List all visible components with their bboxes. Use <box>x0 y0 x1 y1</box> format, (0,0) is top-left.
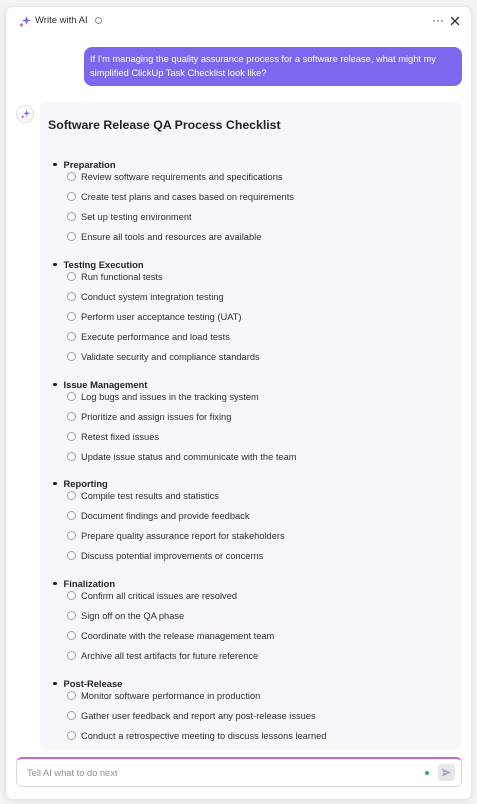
send-icon <box>441 767 452 778</box>
checkbox[interactable] <box>67 651 76 660</box>
checkbox[interactable] <box>67 432 76 441</box>
ai-response: Software Release QA Process Checklist Preparation Review software requirements and specifications Create test plans and cases based on requirements Set up testing environment Ensure all tools and resources are available Testing Execution Run functional tests Conduct system integration testing Perform user acceptance testing (UAT) Execute performance and load tests Validate security and compliance standards Issue Management Log bugs and issues in the tracking system Prioritize and assign issues for fixing Retest fixed issues Update issue status and communicate with the team Reporting Compile test results and statistics Document findings and provide feedback Prepare quality assurance report for stakeholders Discuss potential improvements or concerns Finalization Confirm all critical issues are resolved Sign off on the QA phase Coordinate with the release management team Archive all test artifacts for future reference Post-Release Monitor software performance in production Gather user feedback and report any post-release issues Conduct a retrospective meeting to discuss lessons learned <box>40 102 462 750</box>
checkbox[interactable] <box>67 392 76 401</box>
checkbox[interactable] <box>67 591 76 600</box>
checkbox[interactable] <box>67 292 76 301</box>
checkbox[interactable] <box>67 332 76 341</box>
checkbox[interactable] <box>67 452 76 461</box>
checkbox[interactable] <box>67 491 76 500</box>
send-button[interactable] <box>438 764 455 781</box>
user-message: If I'm managing the quality assurance process for a software release, what might my simplified ClickUp Task Checklist look like? <box>84 47 462 86</box>
section-heading: Preparation <box>53 159 116 170</box>
checkbox[interactable] <box>67 412 76 421</box>
checkbox[interactable] <box>67 511 76 520</box>
checkbox[interactable] <box>67 731 76 740</box>
ai-avatar <box>16 105 34 123</box>
close-icon[interactable] <box>448 14 462 28</box>
section-heading: Testing Execution <box>53 259 144 270</box>
section-heading: Post-Release <box>53 678 122 689</box>
checkbox[interactable] <box>67 691 76 700</box>
panel-header <box>6 7 471 37</box>
checkbox[interactable] <box>67 172 76 181</box>
checkbox[interactable] <box>67 212 76 221</box>
checkbox[interactable] <box>67 232 76 241</box>
checkbox[interactable] <box>67 352 76 361</box>
more-icon[interactable]: ··· <box>432 13 444 27</box>
checkbox[interactable] <box>67 272 76 281</box>
section-heading: Finalization <box>53 578 115 589</box>
section-heading: Reporting <box>53 478 108 489</box>
checkbox[interactable] <box>67 551 76 560</box>
checkbox[interactable] <box>67 312 76 321</box>
status-dot-icon <box>425 771 429 775</box>
prompt-input[interactable] <box>27 765 407 781</box>
response-title: Software Release QA Process Checklist <box>48 118 281 132</box>
checkbox[interactable] <box>67 611 76 620</box>
info-icon[interactable] <box>95 17 102 24</box>
ai-panel <box>5 6 472 800</box>
sparkle-icon <box>20 109 31 120</box>
checkbox[interactable] <box>67 631 76 640</box>
prompt-bar <box>16 757 462 787</box>
sparkle-icon <box>18 15 32 29</box>
checkbox[interactable] <box>67 531 76 540</box>
panel-title: Write with AI <box>35 15 88 26</box>
section-heading: Issue Management <box>53 379 147 390</box>
checkbox[interactable] <box>67 711 76 720</box>
checkbox[interactable] <box>67 192 76 201</box>
